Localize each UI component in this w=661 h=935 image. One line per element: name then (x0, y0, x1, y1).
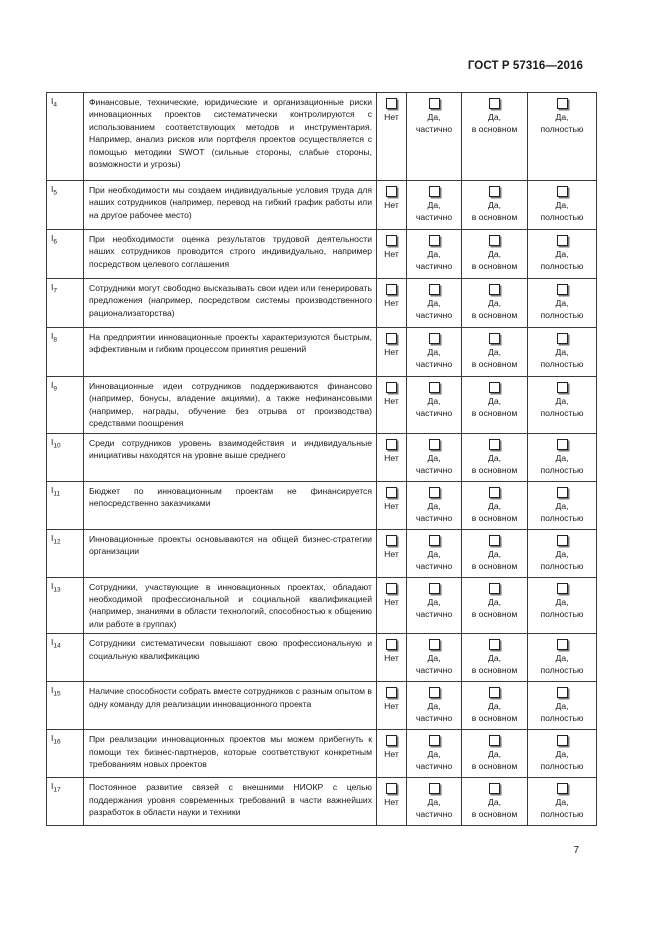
checkbox-icon[interactable] (557, 333, 568, 344)
item-code-index: 5 (53, 189, 57, 197)
option-partly-label-1: Да, (427, 452, 441, 463)
item-code (47, 577, 84, 634)
item-code-index: 12 (53, 538, 61, 546)
item-code-index: 8 (53, 336, 57, 344)
checkbox-icon[interactable] (557, 687, 568, 698)
option-fully-label-1: Да, (555, 653, 569, 664)
item-code-letter: I (51, 436, 54, 447)
checkbox-icon[interactable] (429, 333, 440, 344)
checkbox-icon[interactable] (557, 783, 568, 794)
checkbox-icon[interactable] (489, 235, 500, 246)
option-mostly[interactable] (462, 682, 528, 730)
item-code-letter: I (51, 532, 54, 543)
checkbox-icon[interactable] (557, 535, 568, 546)
option-partly-label-2: частично (415, 359, 453, 370)
item-code-letter: I (51, 580, 54, 591)
checkbox-icon[interactable] (489, 687, 500, 698)
option-fully[interactable] (528, 634, 597, 682)
option-mostly-label-2: в основном (471, 310, 518, 321)
item-code-index: 17 (53, 786, 61, 794)
option-mostly-label-1: Да, (488, 500, 501, 511)
option-mostly[interactable] (462, 279, 528, 328)
option-mostly-label-1: Да, (488, 452, 501, 463)
item-statement: Сотрудники, участвующие в инновационных проектах, обладают необходимой профессиональной и социальной квалификацией (например, знаниями в области технологий, способностью к общению или работе в группах) (84, 577, 377, 634)
option-no-label: Нет (384, 653, 399, 664)
option-fully[interactable] (528, 93, 597, 181)
option-fully-label-1: Да, (555, 500, 569, 511)
option-mostly-label-1: Да, (488, 347, 501, 357)
option-mostly-label-1: Да, (488, 298, 501, 308)
questionnaire-row (47, 279, 597, 328)
item-statement: При реализации инновационных проектов мы можем прибегнуть к помощи тех бизнес-партнеров, которые соответствуют конкретным требованиям новых проектов (84, 730, 377, 778)
checkbox-icon[interactable] (489, 186, 500, 197)
checkbox-icon[interactable] (557, 487, 568, 498)
item-code (47, 433, 84, 481)
questionnaire-row (47, 778, 597, 826)
option-partly-label-2: частично (415, 261, 453, 272)
option-mostly[interactable] (462, 577, 528, 634)
option-partly-label-1: Да, (427, 112, 441, 122)
option-partly-label-1: Да, (427, 249, 441, 259)
option-mostly-label-2: в основном (471, 761, 518, 772)
option-mostly[interactable] (462, 377, 528, 434)
checkbox-icon[interactable] (489, 735, 500, 746)
questionnaire-row (47, 634, 597, 682)
option-partly-label-2: частично (415, 512, 453, 523)
option-partly[interactable] (407, 377, 462, 434)
checkbox-icon[interactable] (386, 583, 397, 594)
item-code-index: 14 (53, 642, 61, 650)
option-no-label: Нет (384, 298, 399, 308)
item-statement: На предприятии инновационные проекты характеризуются быстрым, эффективным и гибким процессом принятия решений (84, 328, 377, 377)
option-fully[interactable] (528, 279, 597, 328)
option-partly-label-2: частично (415, 408, 453, 419)
item-code-letter: I (51, 733, 54, 744)
option-no[interactable] (377, 181, 407, 230)
option-no-label: Нет (384, 701, 399, 712)
option-fully-label-2: полностью (540, 809, 584, 820)
option-partly-label-2: частично (415, 761, 453, 772)
option-mostly-label-1: Да, (488, 396, 501, 406)
option-mostly-label-2: в основном (471, 809, 518, 820)
checkbox-icon[interactable] (489, 284, 500, 295)
option-mostly[interactable] (462, 481, 528, 529)
item-statement: При необходимости оценка результатов трудовой деятельности наших сотрудников проводится строго индивидуально, например посредством целевого соглашения (84, 230, 377, 279)
option-no[interactable] (377, 279, 407, 328)
option-partly-label-1: Да, (427, 797, 441, 808)
option-fully-label-1: Да, (555, 396, 569, 406)
option-fully-label-2: полностью (540, 359, 584, 370)
questionnaire-row (47, 682, 597, 730)
option-fully-label-1: Да, (555, 797, 569, 808)
option-partly-label-1: Да, (427, 347, 441, 357)
option-no[interactable] (377, 682, 407, 730)
option-mostly-label-1: Да, (488, 653, 501, 664)
item-code (47, 328, 84, 377)
checkbox-icon[interactable] (557, 382, 568, 393)
option-no[interactable] (377, 230, 407, 279)
option-no[interactable] (377, 377, 407, 434)
option-fully[interactable] (528, 328, 597, 377)
option-mostly[interactable] (462, 181, 528, 230)
checkbox-icon[interactable] (386, 783, 397, 794)
option-no-label: Нет (384, 797, 399, 808)
option-fully-label-1: Да, (555, 548, 569, 559)
option-no[interactable] (377, 778, 407, 826)
option-no-label: Нет (384, 396, 399, 406)
item-code (47, 93, 84, 181)
checkbox-icon[interactable] (386, 487, 397, 498)
option-partly-label-2: частично (415, 464, 453, 475)
option-partly-label-1: Да, (427, 701, 441, 712)
option-partly[interactable] (407, 181, 462, 230)
item-code-index: 7 (53, 287, 57, 295)
checkbox-icon[interactable] (489, 639, 500, 650)
item-statement: Сотрудники систематически повышают свою профессиональную и социальную квалификацию (84, 634, 377, 682)
item-code-letter: I (51, 184, 54, 194)
checkbox-icon[interactable] (557, 98, 568, 109)
option-mostly-label-2: в основном (471, 261, 518, 272)
option-fully-label-2: полностью (540, 408, 584, 419)
option-no-label: Нет (384, 249, 399, 259)
option-mostly[interactable] (462, 230, 528, 279)
option-partly-label-2: частично (415, 124, 453, 135)
option-partly-label-2: частично (415, 212, 453, 223)
option-fully[interactable] (528, 181, 597, 230)
option-fully-label-2: полностью (540, 124, 584, 135)
option-mostly[interactable] (462, 328, 528, 377)
option-mostly-label-2: в основном (471, 464, 518, 475)
option-partly-label-2: частично (415, 809, 453, 820)
option-mostly-label-1: Да, (488, 596, 501, 607)
option-mostly-label-1: Да, (488, 249, 501, 259)
checkbox-icon[interactable] (489, 439, 500, 450)
item-code-index: 16 (53, 738, 61, 746)
option-partly[interactable] (407, 279, 462, 328)
item-code (47, 481, 84, 529)
option-mostly-label-2: в основном (471, 713, 518, 724)
item-code (47, 377, 84, 434)
item-statement: Бюджет по инновационным проектам не финансируется непосредственно заказчиками (84, 481, 377, 529)
option-fully-label-2: полностью (540, 310, 584, 321)
option-partly-label-2: частично (415, 560, 453, 571)
option-partly-label-2: частично (415, 608, 453, 619)
questionnaire-row (47, 377, 597, 434)
item-code (47, 181, 84, 230)
option-mostly[interactable] (462, 93, 528, 181)
checkbox-icon[interactable] (429, 535, 440, 546)
option-fully-label-2: полностью (540, 261, 584, 272)
checkbox-icon[interactable] (557, 735, 568, 746)
option-partly[interactable] (407, 481, 462, 529)
questionnaire-row (47, 730, 597, 778)
checkbox-icon[interactable] (429, 583, 440, 594)
option-partly[interactable] (407, 230, 462, 279)
option-partly-label-1: Да, (427, 653, 441, 664)
checkbox-icon[interactable] (557, 284, 568, 295)
questionnaire-row (47, 93, 597, 181)
option-partly[interactable] (407, 93, 462, 181)
checkbox-icon[interactable] (489, 783, 500, 794)
option-fully-label-1: Да, (555, 452, 569, 463)
questionnaire-row (47, 481, 597, 529)
questionnaire-row (47, 577, 597, 634)
item-code-index: 9 (53, 385, 57, 393)
option-partly-label-1: Да, (427, 596, 441, 607)
option-fully[interactable] (528, 433, 597, 481)
questionnaire-row (47, 433, 597, 481)
option-mostly[interactable] (462, 529, 528, 577)
item-statement: Среди сотрудников уровень взаимодействия и индивидуальные инициативы находятся на уровне выше среднего (84, 433, 377, 481)
checkbox-icon[interactable] (429, 235, 440, 246)
item-code-index: 6 (53, 238, 57, 246)
item-code-letter: I (51, 781, 54, 792)
option-fully-label-1: Да, (555, 200, 569, 210)
item-code-index: 4 (53, 101, 57, 109)
option-fully[interactable] (528, 682, 597, 730)
checkbox-icon[interactable] (386, 333, 397, 344)
item-code (47, 682, 84, 730)
option-mostly[interactable] (462, 634, 528, 682)
option-fully-label-1: Да, (555, 112, 569, 122)
option-partly[interactable] (407, 577, 462, 634)
option-no[interactable] (377, 529, 407, 577)
item-statement: Наличие способности собрать вместе сотрудников с разным опытом в одну команду для реализации инновационного проекта (84, 682, 377, 730)
questionnaire-row (47, 328, 597, 377)
option-fully-label-2: полностью (540, 608, 584, 619)
option-fully[interactable] (528, 730, 597, 778)
checkbox-icon[interactable] (489, 487, 500, 498)
option-fully-label-1: Да, (555, 298, 569, 308)
option-partly[interactable] (407, 778, 462, 826)
item-code-index: 13 (53, 586, 61, 594)
item-statement: Инновационные проекты основываются на общей бизнес-стратегии организации (84, 529, 377, 577)
checkbox-icon[interactable] (429, 783, 440, 794)
option-partly-label-1: Да, (427, 396, 441, 406)
option-fully-label-1: Да, (555, 596, 569, 607)
option-mostly-label-1: Да, (488, 112, 501, 122)
checkbox-icon[interactable] (489, 333, 500, 344)
option-partly-label-1: Да, (427, 298, 441, 308)
checkbox-icon[interactable] (489, 535, 500, 546)
checkbox-icon[interactable] (429, 98, 440, 109)
option-no-label: Нет (384, 500, 399, 511)
checkbox-icon[interactable] (489, 583, 500, 594)
checkbox-icon[interactable] (386, 535, 397, 546)
checkbox-icon[interactable] (557, 235, 568, 246)
option-no[interactable] (377, 433, 407, 481)
item-code (47, 230, 84, 279)
checkbox-icon[interactable] (386, 284, 397, 295)
checkbox-icon[interactable] (557, 639, 568, 650)
item-code-letter: I (51, 233, 54, 243)
checkbox-icon[interactable] (386, 235, 397, 246)
item-code (47, 279, 84, 328)
item-code (47, 634, 84, 682)
checkbox-icon[interactable] (386, 639, 397, 650)
option-fully[interactable] (528, 778, 597, 826)
checkbox-icon[interactable] (386, 382, 397, 393)
item-code (47, 778, 84, 826)
document-header: ГОСТ Р 57316—2016 (467, 60, 583, 72)
option-no[interactable] (377, 93, 407, 181)
checkbox-icon[interactable] (557, 186, 568, 197)
option-no-label: Нет (384, 347, 399, 357)
option-fully-label-2: полностью (540, 560, 584, 571)
option-partly-label-2: частично (415, 310, 453, 321)
option-fully[interactable] (528, 230, 597, 279)
item-code-letter: I (51, 331, 54, 341)
option-mostly-label-2: в основном (471, 124, 518, 135)
item-code (47, 529, 84, 577)
questionnaire-rows (47, 93, 597, 826)
option-partly-label-2: частично (415, 665, 453, 676)
option-mostly[interactable] (462, 730, 528, 778)
option-mostly-label-2: в основном (471, 608, 518, 619)
checkbox-icon[interactable] (429, 382, 440, 393)
checkbox-icon[interactable] (429, 639, 440, 650)
item-statement: Сотрудники могут свободно высказывать свои идеи или генерировать предложения (например, посредством системы производственного рационализаторства) (84, 279, 377, 328)
option-fully-label-1: Да, (555, 347, 569, 357)
questionnaire-row (47, 181, 597, 230)
option-fully[interactable] (528, 529, 597, 577)
item-code-letter: I (51, 380, 54, 390)
option-fully-label-2: полностью (540, 464, 584, 475)
checkbox-icon[interactable] (386, 439, 397, 450)
checkbox-icon[interactable] (386, 186, 397, 197)
option-fully[interactable] (528, 577, 597, 634)
checkbox-icon[interactable] (489, 382, 500, 393)
option-no-label: Нет (384, 749, 399, 760)
option-mostly[interactable] (462, 433, 528, 481)
item-statement: Финансовые, технические, юридические и организационные риски инновационных проектов систематически контролируются с использованием соответствующих методов и инструментария. Например, анализ рисков или портфеля проектов осуществляется с помощью методики SWOT (сильные стороны, слабые стороны, возможности и угрозы) (84, 93, 377, 181)
option-no[interactable] (377, 328, 407, 377)
option-partly-label-1: Да, (427, 200, 441, 210)
option-mostly-label-2: в основном (471, 560, 518, 571)
option-no-label: Нет (384, 112, 399, 122)
item-code-letter: I (51, 637, 54, 648)
option-mostly-label-1: Да, (488, 200, 501, 210)
option-mostly-label-1: Да, (488, 749, 501, 760)
checkbox-icon[interactable] (386, 735, 397, 746)
option-no-label: Нет (384, 200, 399, 210)
item-code-letter: I (51, 484, 54, 495)
questionnaire-row (47, 529, 597, 577)
option-mostly-label-2: в основном (471, 512, 518, 523)
option-fully[interactable] (528, 377, 597, 434)
item-code-letter: I (51, 96, 54, 106)
questionnaire-row (47, 230, 597, 279)
option-no[interactable] (377, 730, 407, 778)
option-partly[interactable] (407, 328, 462, 377)
option-no-label: Нет (384, 548, 399, 559)
option-mostly[interactable] (462, 778, 528, 826)
option-mostly-label-2: в основном (471, 408, 518, 419)
option-fully-label-1: Да, (555, 701, 569, 712)
page-number: 7 (573, 845, 579, 856)
option-fully-label-2: полностью (540, 761, 584, 772)
option-partly-label-2: частично (415, 713, 453, 724)
checkbox-icon[interactable] (557, 439, 568, 450)
option-fully-label-2: полностью (540, 212, 584, 223)
checkbox-icon[interactable] (489, 98, 500, 109)
option-partly-label-1: Да, (427, 548, 441, 559)
questionnaire-table (46, 92, 597, 826)
option-fully-label-2: полностью (540, 665, 584, 676)
item-code-index: 11 (53, 490, 61, 498)
option-mostly-label-2: в основном (471, 665, 518, 676)
option-partly-label-1: Да, (427, 500, 441, 511)
item-code (47, 730, 84, 778)
checkbox-icon[interactable] (557, 583, 568, 594)
item-code-index: 10 (53, 442, 61, 450)
option-mostly-label-1: Да, (488, 548, 501, 559)
item-statement: Инновационные идеи сотрудников поддерживаются финансово (например, бонусы, владение акциями), а также нефинансовыми (например, награды, обучение без отрыва от производства) средствами поощрения (84, 377, 377, 434)
checkbox-icon[interactable] (429, 735, 440, 746)
option-partly[interactable] (407, 730, 462, 778)
checkbox-icon[interactable] (429, 687, 440, 698)
option-fully-label-2: полностью (540, 713, 584, 724)
option-fully-label-1: Да, (555, 749, 569, 760)
option-partly[interactable] (407, 529, 462, 577)
option-mostly-label-2: в основном (471, 212, 518, 223)
option-partly[interactable] (407, 433, 462, 481)
checkbox-icon[interactable] (429, 186, 440, 197)
option-mostly-label-1: Да, (488, 701, 501, 712)
checkbox-icon[interactable] (386, 687, 397, 698)
checkbox-icon[interactable] (429, 487, 440, 498)
option-no-label: Нет (384, 452, 399, 463)
item-code-letter: I (51, 685, 54, 696)
option-mostly-label-2: в основном (471, 359, 518, 370)
option-no[interactable] (377, 577, 407, 634)
option-fully-label-1: Да, (555, 249, 569, 259)
item-code-letter: I (51, 282, 54, 292)
item-code-index: 15 (53, 690, 61, 698)
option-partly-label-1: Да, (427, 749, 441, 760)
checkbox-icon[interactable] (386, 98, 397, 109)
option-fully-label-2: полностью (540, 512, 584, 523)
option-no-label: Нет (384, 596, 399, 607)
item-statement: Постоянное развитие связей с внешними НИОКР с целью поддержания уровня современных требований в части важнейших разработок в области науки и техники (84, 778, 377, 826)
option-partly[interactable] (407, 682, 462, 730)
option-no[interactable] (377, 634, 407, 682)
option-fully[interactable] (528, 481, 597, 529)
option-mostly-label-1: Да, (488, 797, 501, 808)
checkbox-icon[interactable] (429, 439, 440, 450)
checkbox-icon[interactable] (429, 284, 440, 295)
item-statement: При необходимости мы создаем индивидуальные условия труда для наших сотрудников (например, перевод на гибкий график работы или на другое рабочее место) (84, 181, 377, 230)
option-partly[interactable] (407, 634, 462, 682)
option-no[interactable] (377, 481, 407, 529)
